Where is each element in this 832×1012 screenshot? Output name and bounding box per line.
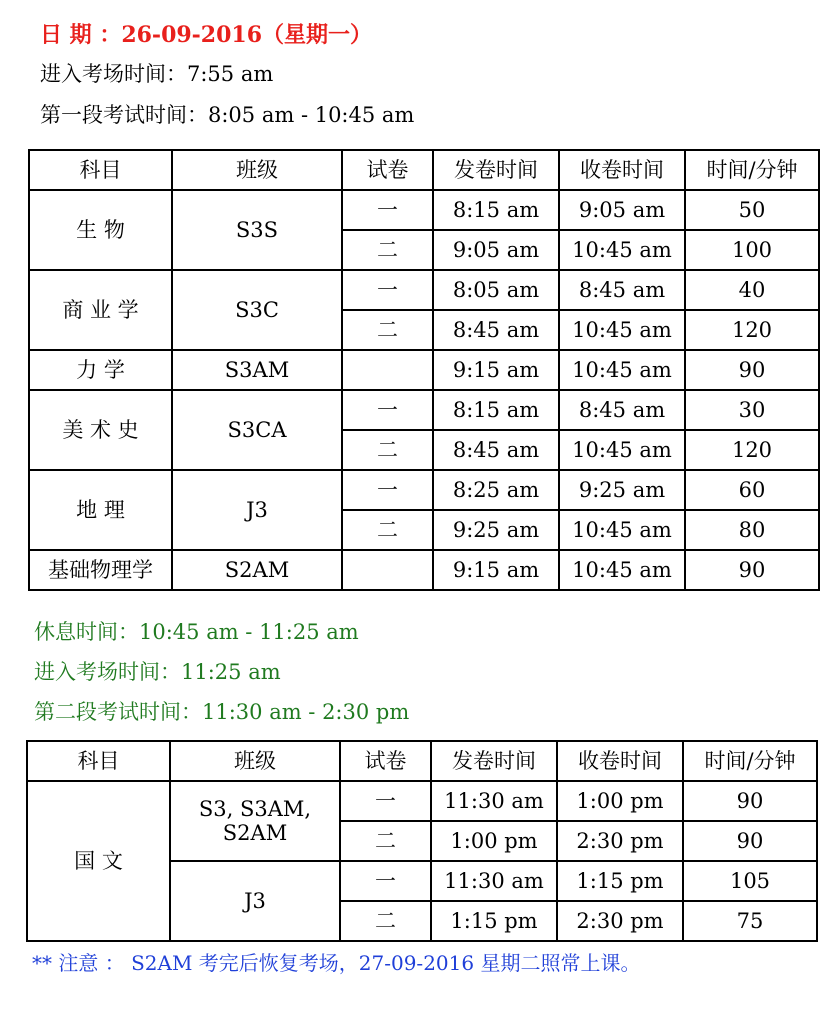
start-cell: 11:30 am [431, 861, 557, 901]
minutes-cell: 90 [685, 350, 819, 390]
minutes-cell: 100 [685, 230, 819, 270]
subject-cell: 美 术 史 [29, 390, 172, 470]
class-cell: J3 [172, 470, 342, 550]
session-2-time: 第二段考试时间：11:30 am - 2:30 pm [34, 700, 410, 724]
entry-time-2: 进入考场时间：11:25 am [34, 660, 281, 684]
entry-time-1: 进入考场时间：7:55 am [40, 62, 274, 86]
header-issue-time: 发卷时间 [433, 150, 559, 190]
table-row [29, 550, 819, 590]
subject-cell: 力 学 [29, 350, 172, 390]
start-cell: 9:25 am [433, 510, 559, 550]
end-cell: 10:45 am [559, 350, 685, 390]
minutes-cell: 120 [685, 430, 819, 470]
minutes-cell: 90 [683, 781, 817, 821]
class-cell: J3 [170, 861, 340, 941]
paper-cell: 二 [340, 821, 431, 861]
subject-cell: 商 业 学 [29, 270, 172, 350]
class-line-2: S2AM [222, 821, 288, 845]
table-row [29, 190, 819, 230]
minutes-cell: 90 [685, 550, 819, 590]
minutes-cell: 80 [685, 510, 819, 550]
start-cell: 8:45 am [433, 430, 559, 470]
start-cell: 9:05 am [433, 230, 559, 270]
class-cell: S3CA [172, 390, 342, 470]
header-subject: 科目 [29, 150, 172, 190]
table-row [29, 350, 819, 390]
minutes-cell: 120 [685, 310, 819, 350]
end-cell: 9:05 am [559, 190, 685, 230]
paper-cell: 二 [342, 430, 433, 470]
header-duration: 时间/分钟 [683, 741, 817, 781]
minutes-cell: 75 [683, 901, 817, 941]
paper-cell: 一 [340, 781, 431, 821]
header-duration: 时间/分钟 [685, 150, 819, 190]
end-cell: 10:45 am [559, 550, 685, 590]
start-cell: 1:15 pm [431, 901, 557, 941]
subject-cell: 生 物 [29, 190, 172, 270]
minutes-cell: 60 [685, 470, 819, 510]
table-row [27, 781, 817, 821]
paper-cell: 二 [342, 310, 433, 350]
paper-cell: 一 [342, 390, 433, 430]
end-cell: 10:45 am [559, 510, 685, 550]
paper-cell: 二 [340, 901, 431, 941]
session-1-table [28, 149, 820, 591]
paper-cell: 一 [340, 861, 431, 901]
class-cell: S3S [172, 190, 342, 270]
paper-cell [342, 550, 433, 590]
end-cell: 10:45 am [559, 230, 685, 270]
end-cell: 1:15 pm [557, 861, 683, 901]
start-cell: 8:45 am [433, 310, 559, 350]
end-cell: 8:45 am [559, 270, 685, 310]
start-cell: 8:25 am [433, 470, 559, 510]
start-cell: 8:15 am [433, 190, 559, 230]
table-row [29, 390, 819, 430]
end-cell: 9:25 am [559, 470, 685, 510]
table-row [29, 470, 819, 510]
header-paper: 试卷 [340, 741, 431, 781]
subject-cell: 国 文 [27, 781, 170, 941]
end-cell: 10:45 am [559, 310, 685, 350]
class-line-1: S3, S3AM, [198, 797, 312, 821]
minutes-cell: 30 [685, 390, 819, 430]
start-cell: 11:30 am [431, 781, 557, 821]
subject-cell: 地 理 [29, 470, 172, 550]
header-paper: 试卷 [342, 150, 433, 190]
minutes-cell: 105 [683, 861, 817, 901]
start-cell: 1:00 pm [431, 821, 557, 861]
class-cell [170, 781, 340, 861]
paper-cell: 一 [342, 190, 433, 230]
paper-cell: 一 [342, 270, 433, 310]
header-class: 班级 [170, 741, 340, 781]
session-2-table [26, 740, 818, 942]
paper-cell: 一 [342, 470, 433, 510]
exam-date: 日 期 ：26-09-2016（星期一） [40, 22, 373, 48]
start-cell: 8:15 am [433, 390, 559, 430]
class-cell: S3AM [172, 350, 342, 390]
header-collect-time: 收卷时间 [557, 741, 683, 781]
paper-cell: 二 [342, 510, 433, 550]
minutes-cell: 40 [685, 270, 819, 310]
minutes-cell: 90 [683, 821, 817, 861]
class-cell: S3C [172, 270, 342, 350]
subject-cell: 基础物理学 [29, 550, 172, 590]
header-subject: 科目 [27, 741, 170, 781]
end-cell: 2:30 pm [557, 901, 683, 941]
header-collect-time: 收卷时间 [559, 150, 685, 190]
table-header-row [29, 150, 819, 190]
session-1-time: 第一段考试时间：8:05 am - 10:45 am [40, 103, 415, 127]
start-cell: 8:05 am [433, 270, 559, 310]
break-time: 休息时间：10:45 am - 11:25 am [34, 620, 359, 644]
notice-text: ** 注意 ： S2AM 考完后恢复考场，27-09-2016 星期二照常上课。 [32, 951, 641, 975]
table-row [29, 270, 819, 310]
header-class: 班级 [172, 150, 342, 190]
start-cell: 9:15 am [433, 550, 559, 590]
paper-cell [342, 350, 433, 390]
end-cell: 2:30 pm [557, 821, 683, 861]
end-cell: 1:00 pm [557, 781, 683, 821]
end-cell: 8:45 am [559, 390, 685, 430]
paper-cell: 二 [342, 230, 433, 270]
minutes-cell: 50 [685, 190, 819, 230]
class-cell: S2AM [172, 550, 342, 590]
header-issue-time: 发卷时间 [431, 741, 557, 781]
end-cell: 10:45 am [559, 430, 685, 470]
table-header-row [27, 741, 817, 781]
start-cell: 9:15 am [433, 350, 559, 390]
